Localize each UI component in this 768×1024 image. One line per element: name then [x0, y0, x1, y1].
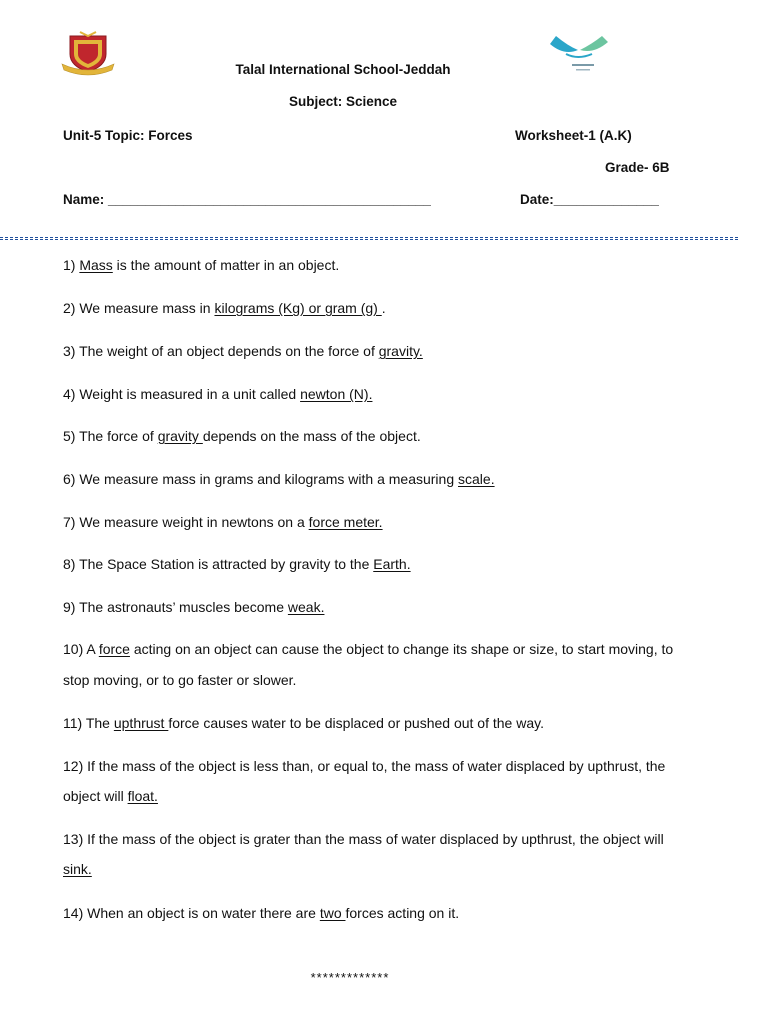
question-10-line-2: stop moving, or to go faster or slower.	[63, 672, 297, 688]
question-8	[63, 556, 411, 572]
question-text: forces acting on it.	[345, 905, 460, 921]
question-1	[63, 257, 339, 273]
question-text: 4) Weight is measured in a unit called	[63, 386, 301, 402]
question-text: 13) If the mass of the object is grater than the mass of water displaced by upthrust, the object will	[63, 831, 664, 847]
question-text: 14) When an object is on water there are	[63, 905, 320, 921]
question-7	[63, 514, 383, 530]
answer: scale.	[458, 471, 495, 487]
question-text: 7) We measure weight in newtons on a	[63, 514, 309, 530]
unit-topic: Unit-5 Topic: Forces	[63, 128, 193, 143]
question-12	[63, 758, 665, 774]
name-field: Name: ___________________________________________	[63, 192, 431, 207]
answer: gravity.	[378, 343, 423, 359]
question-text: 9) The astronauts’ muscles become	[63, 599, 288, 615]
question-text: 10) A	[63, 641, 99, 657]
answer: upthrust	[113, 715, 169, 731]
answer: kilograms (Kg) or gram (g)	[214, 300, 382, 316]
answer: gravity	[157, 428, 203, 444]
school-name: Talal International School-Jeddah	[235, 62, 451, 77]
question-5	[63, 428, 421, 444]
question-11	[63, 715, 544, 731]
question-9	[63, 599, 324, 615]
question-text: .	[381, 300, 386, 316]
question-2	[63, 300, 386, 316]
answer: two	[319, 905, 346, 921]
question-text: 11) The	[63, 715, 114, 731]
answer: Mass	[79, 257, 113, 273]
answer: force meter.	[308, 514, 383, 530]
question-12-line-2	[63, 788, 158, 804]
question-text: force causes water to be displaced or pushed out of the way.	[168, 715, 544, 731]
question-14	[63, 905, 459, 921]
question-text: 6) We measure mass in grams and kilograms with a measuring	[63, 471, 459, 487]
answer: Earth.	[373, 556, 411, 572]
question-13	[63, 831, 664, 847]
question-text: 8) The Space Station is attracted by gravity to the	[63, 556, 374, 572]
question-text: 1)	[63, 257, 80, 273]
subject-title: Subject: Science	[288, 94, 398, 109]
question-10	[63, 641, 673, 657]
answer: sink.	[63, 861, 92, 877]
header-divider	[0, 237, 738, 240]
question-6	[63, 471, 495, 487]
question-text: object will	[63, 788, 128, 804]
question-text: 5) The force of	[63, 428, 158, 444]
date-field: Date:______________	[520, 192, 659, 207]
grade-label: Grade- 6B	[605, 160, 670, 175]
answer: force	[98, 641, 130, 657]
worksheet-title: Worksheet-1 (A.K)	[515, 128, 632, 143]
question-4	[63, 386, 372, 402]
answer: newton (N).	[300, 386, 373, 402]
question-text: is the amount of matter in an object.	[112, 257, 340, 273]
answer: weak.	[287, 599, 325, 615]
question-text: acting on an object can cause the object to change its shape or size, to start moving, to	[129, 641, 674, 657]
question-text: depends on the mass of the object.	[202, 428, 421, 444]
question-text: 12) If the mass of the object is less than, or equal to, the mass of water displaced by upthrust, the	[63, 758, 666, 774]
question-text: 3) The weight of an object depends on the force of	[63, 343, 379, 359]
question-3	[63, 343, 423, 359]
question-13-line-2	[63, 861, 92, 877]
end-marker: *************	[310, 970, 390, 985]
answer: float.	[127, 788, 158, 804]
question-text: 2) We measure mass in	[63, 300, 215, 316]
